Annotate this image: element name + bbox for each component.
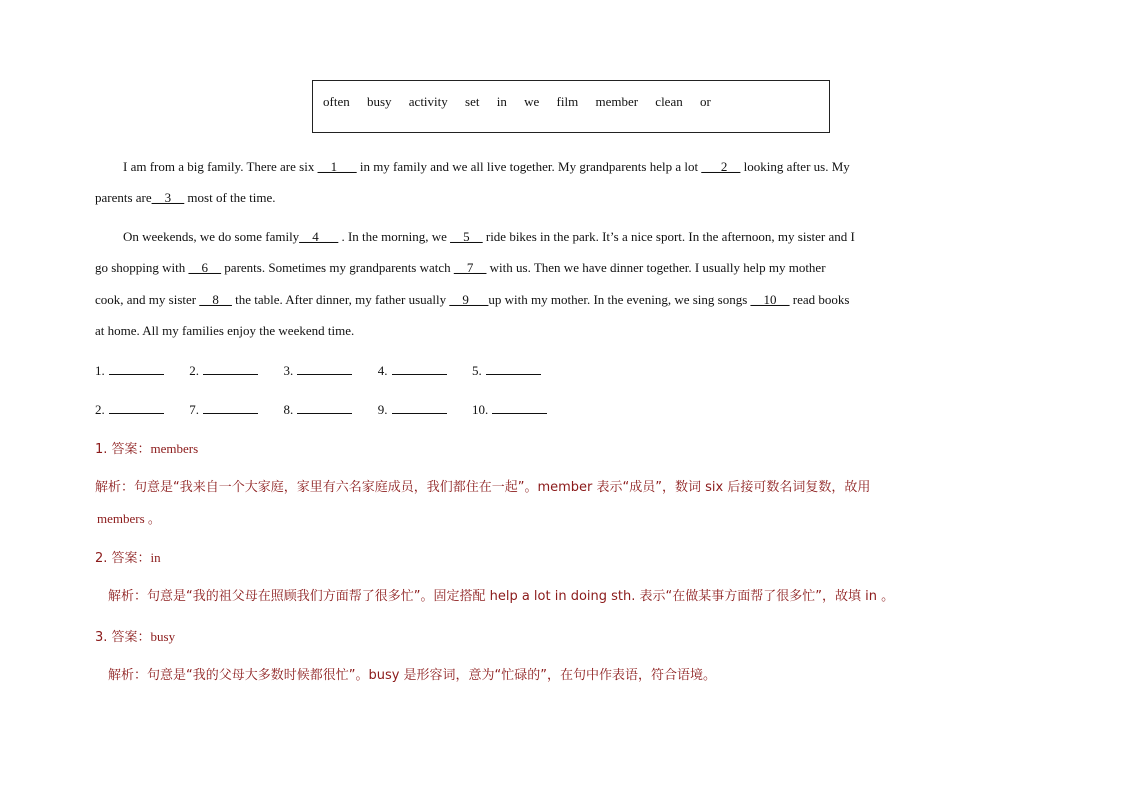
- answer-blank-line[interactable]: [203, 362, 258, 375]
- answer-blank-line[interactable]: [486, 362, 541, 375]
- word-film: film: [556, 94, 579, 109]
- blank-4: __4___: [299, 229, 339, 244]
- answer-label: 3. 答案：: [95, 630, 151, 645]
- answer-blank-line[interactable]: [109, 362, 164, 375]
- word-bank-box: [312, 80, 830, 133]
- word-or: or: [699, 94, 711, 109]
- answer-value: busy: [150, 629, 176, 644]
- answer-blank-line[interactable]: [392, 401, 447, 414]
- answer-number: 9.: [377, 402, 388, 417]
- blank-6: __6__: [188, 260, 222, 275]
- answer-label: 1. 答案：: [95, 442, 151, 457]
- blank-9: __9___: [449, 292, 489, 307]
- word-we: we: [524, 94, 540, 109]
- answer-number: 10.: [472, 402, 489, 417]
- word-in: in: [496, 94, 507, 109]
- passage-line: parents are__3__ most of the time.: [95, 190, 276, 205]
- answer-3: [95, 629, 931, 646]
- answer-2: [95, 550, 931, 567]
- explanation-2: 解析：句意是“我的祖父母在照顾我们方面帮了很多忙”。固定搭配 help a lot in doing sth. 表示“在做某事方面帮了很多忙”，故填 in 。: [108, 589, 895, 604]
- blank-5: __5__: [450, 229, 483, 244]
- word-set: set: [465, 94, 480, 109]
- answer-number: 4.: [377, 363, 388, 378]
- passage-line: On weekends, we do some family__4___ . In the morning, we __5__ ride bikes in the park. It’s a nice sport. In the afternoon, my sister and I: [123, 229, 855, 244]
- answer-number: 3.: [283, 363, 294, 378]
- answer-number: 5.: [472, 363, 482, 378]
- word-often: often: [323, 94, 350, 109]
- answer-blank-line[interactable]: [109, 401, 164, 414]
- blank-8: __8__: [199, 292, 232, 307]
- answer-number: 2.: [95, 402, 105, 417]
- blank-10: __10__: [750, 292, 790, 307]
- answer-1: [95, 441, 931, 458]
- answer-blank-line[interactable]: [392, 362, 447, 375]
- blank-7: __7__: [453, 260, 487, 275]
- answer-value: in: [150, 550, 161, 565]
- passage-line: I am from a big family. There are six __1___ in my family and we all live together. My grandparents help a lot ___2__ looking after us. My: [123, 159, 850, 174]
- passage-line: go shopping with __6__ parents. Sometimes my grandparents watch __7__ with us. Then we have dinner together. I usually help my mother: [95, 260, 826, 275]
- explanation-3: 解析：句意是“我的父母大多数时候都很忙”。busy 是形容词，意为“忙碌的”，在句中作表语，符合语境。: [108, 668, 717, 683]
- passage-line: cook, and my sister __8__ the table. After dinner, my father usually __9___up with my mother. In the evening, we sing songs __10__ read books: [95, 292, 850, 307]
- answer-blank-line[interactable]: [297, 401, 352, 414]
- word-clean: clean: [655, 94, 683, 109]
- answer-label: 2. 答案：: [95, 551, 151, 566]
- answer-row-1: [95, 362, 563, 379]
- answer-value: members: [150, 441, 199, 456]
- word-bank: [323, 94, 725, 110]
- answer-blank-line[interactable]: [297, 362, 352, 375]
- explanation-1-cont: members 。: [97, 511, 161, 526]
- blank-1: __1___: [317, 159, 357, 174]
- answer-number: 2.: [189, 363, 199, 378]
- answer-row-2: [95, 401, 563, 418]
- explanation-1: 解析：句意是“我来自一个大家庭，家里有六名家庭成员，我们都住在一起”。member 表示“成员”，数词 six 后接可数名词复数，故用: [95, 480, 871, 495]
- blank-3: __3__: [151, 190, 185, 205]
- word-activity: activity: [408, 94, 448, 109]
- blank-2: ___2__: [701, 159, 741, 174]
- answer-blank-line[interactable]: [203, 401, 258, 414]
- word-member: member: [595, 94, 639, 109]
- passage-line: at home. All my families enjoy the weekend time.: [95, 323, 355, 338]
- answer-blank-line[interactable]: [492, 401, 547, 414]
- answer-number: 1.: [95, 363, 105, 378]
- answer-number: 8.: [283, 402, 294, 417]
- answer-number: 7.: [189, 402, 199, 417]
- word-busy: busy: [366, 94, 392, 109]
